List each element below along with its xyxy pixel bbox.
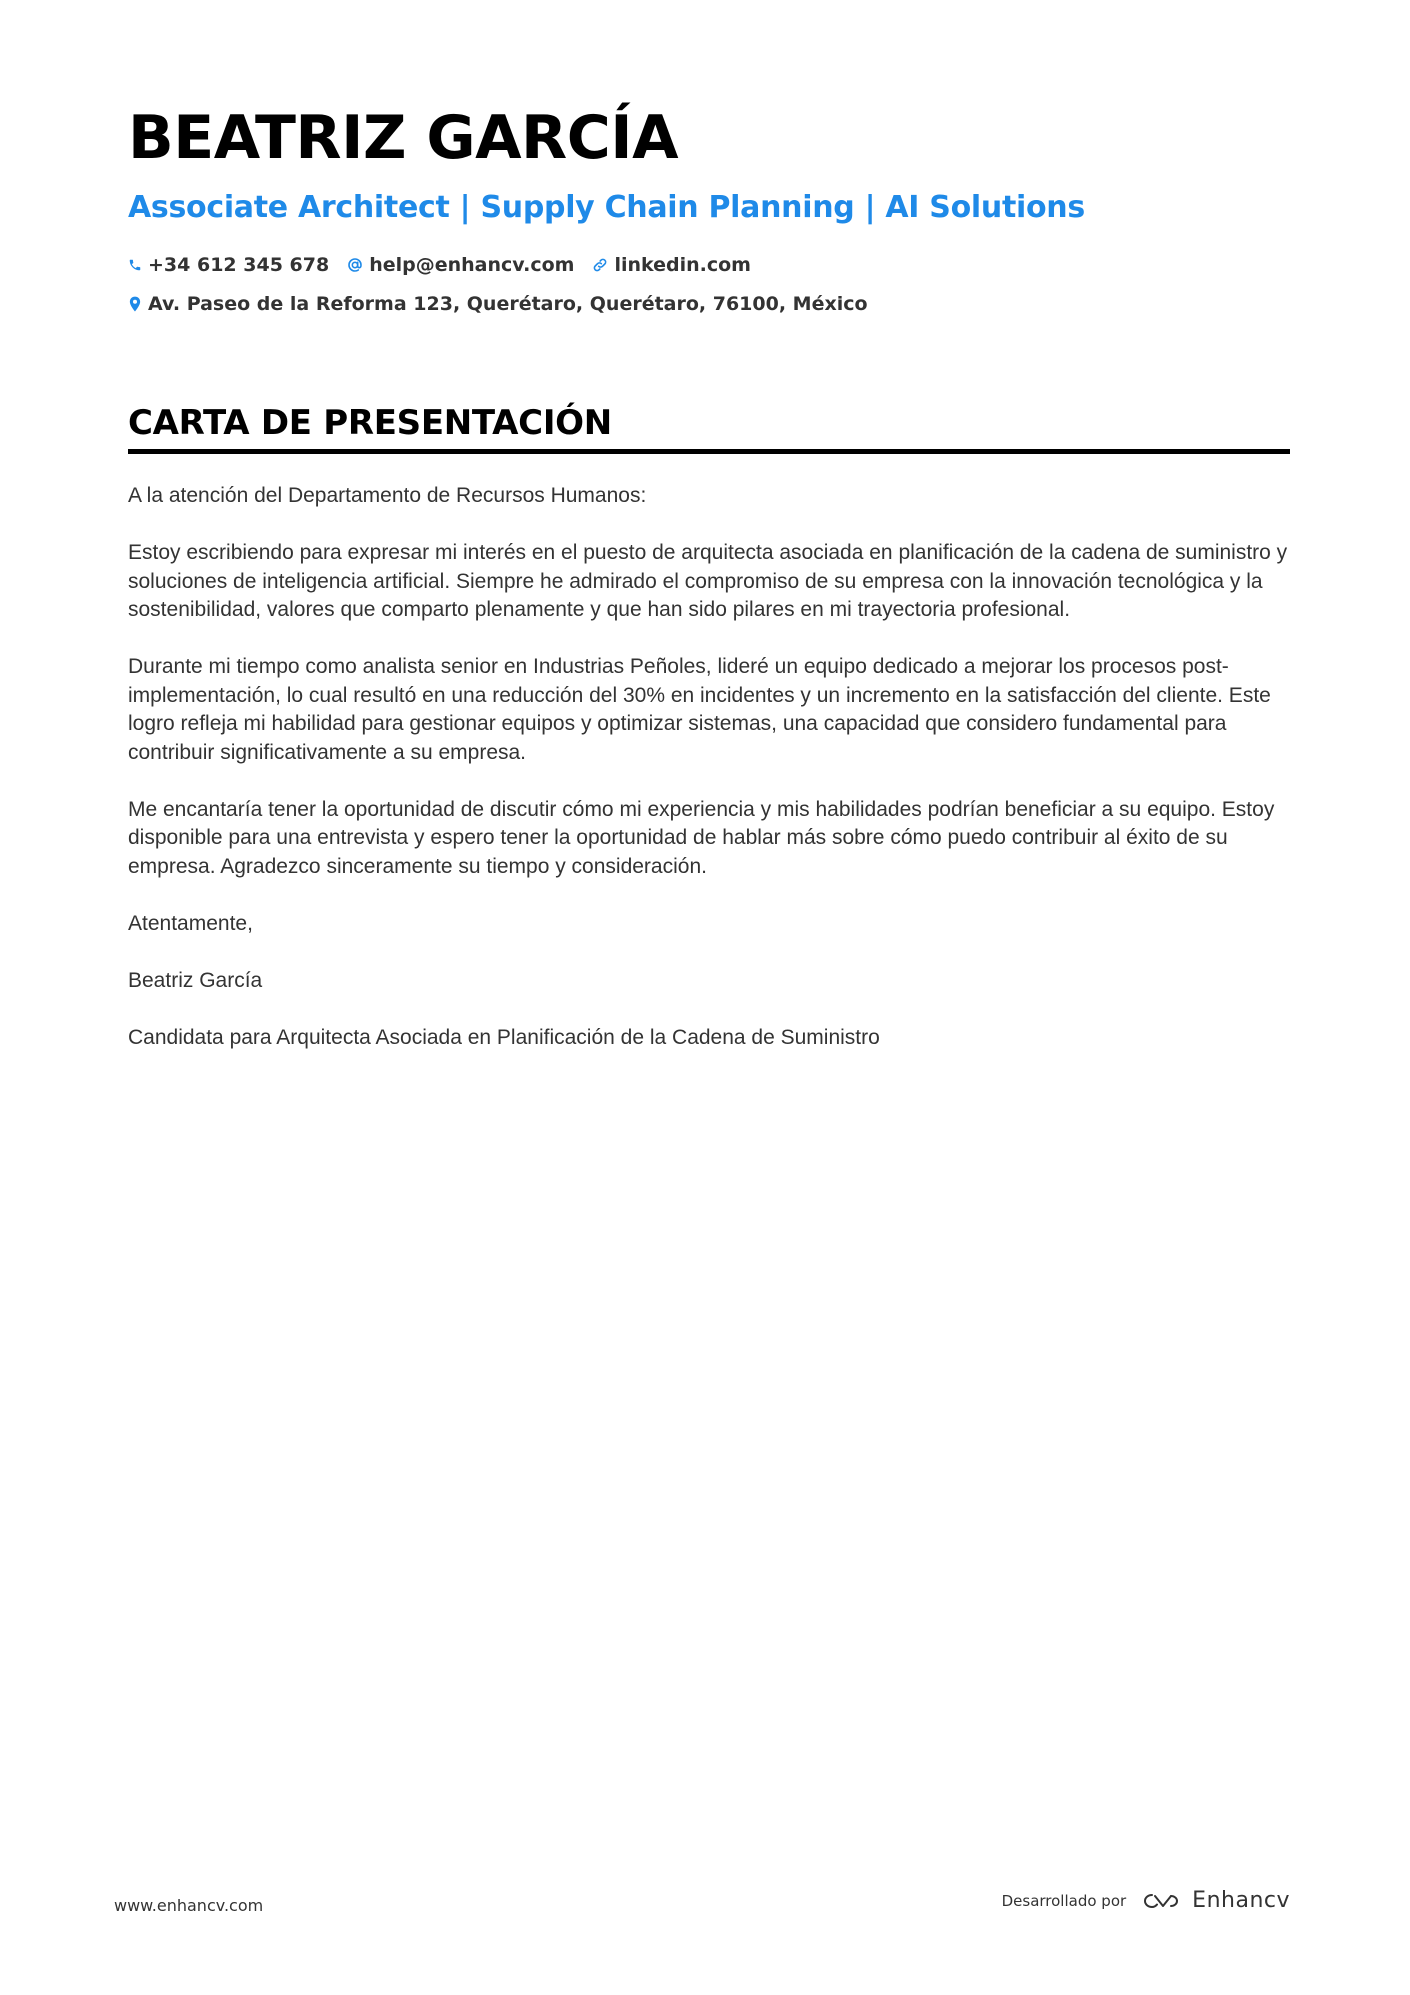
linkedin-link[interactable]: linkedin.com xyxy=(614,254,751,276)
footer-branding xyxy=(1002,1888,1290,1913)
letter-signature: Beatriz García xyxy=(128,968,263,992)
candidate-name: BEATRIZ GARCÍA xyxy=(128,103,679,173)
letter-paragraph: Estoy escribiendo para expresar mi interés en el puesto de arquitecta asociada en planificación de la cadena de suministro y soluciones de inteligencia artificial. Siempre he admirado el compromiso de su empresa con la innovación tecnológica y la sostenibilidad, valores que comparto plenamente y que han sido pilares en mi trayectoria profesional. xyxy=(128,541,1288,621)
phone-icon xyxy=(128,258,142,272)
letter-paragraph: Durante mi tiempo como analista senior en Industrias Peñoles, lideré un equipo dedicado a mejorar los procesos post-implementación, lo cual resultó en una reducción del 30% en incidentes y un incremento en la satisfacción del cliente. Este logro refleja mi habilidad para gestionar equipos y optimizar sistemas, una capacidad que considero fundamental para contribuir significativamente a su empresa. xyxy=(128,655,1271,764)
contact-phone xyxy=(128,254,329,276)
letter-signature-title: Candidata para Arquitecta Asociada en Planificación de la Cadena de Suministro xyxy=(128,1025,880,1049)
footer-website[interactable]: www.enhancv.com xyxy=(114,1896,264,1915)
candidate-headline: Associate Architect | Supply Chain Planning | AI Solutions xyxy=(128,190,1085,225)
contact-row-address xyxy=(128,293,886,315)
enhancv-logo-icon xyxy=(1138,1889,1184,1913)
contact-row-primary xyxy=(128,254,769,276)
address-text: Av. Paseo de la Reforma 123, Querétaro, Querétaro, 76100, México xyxy=(148,293,868,315)
section-divider xyxy=(128,449,1290,454)
link-icon xyxy=(592,257,608,273)
at-icon xyxy=(347,257,363,273)
contact-email[interactable] xyxy=(347,254,574,276)
letter-paragraph: Me encantaría tener la oportunidad de discutir cómo mi experiencia y mis habilidades podrían beneficiar a su equipo. Estoy disponible para una entrevista y espero tener la oportunidad de hablar más sobre cómo puedo contribuir al éxito de su empresa. Agradezco sinceramente su tiempo y consideración. xyxy=(128,797,1275,878)
contact-address xyxy=(128,293,868,315)
brand-name: Enhancv xyxy=(1192,1888,1290,1913)
letter-body xyxy=(128,482,1290,1081)
location-pin-icon xyxy=(128,296,142,312)
powered-by-label: Desarrollado por xyxy=(1001,1891,1127,1910)
section-title: CARTA DE PRESENTACIÓN xyxy=(128,403,612,443)
email-link[interactable]: help@enhancv.com xyxy=(369,254,575,276)
contact-linkedin[interactable] xyxy=(592,254,751,276)
letter-closing: Atentamente, xyxy=(128,911,253,935)
phone-text: +34 612 345 678 xyxy=(148,254,330,276)
letter-greeting: A la atención del Departamento de Recursos Humanos: xyxy=(128,484,647,507)
